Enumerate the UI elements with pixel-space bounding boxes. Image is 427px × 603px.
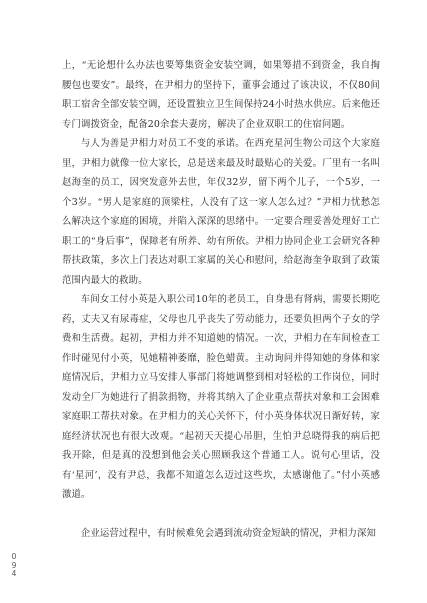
body-text xyxy=(62,56,380,543)
paragraph-continuation: 上，“无论想什么办法也要筹集资金安装空调，如果筹措不到资金，我自掏腰包也要安”。最终，在尹相力的坚持下，董事会通过了该决议，不仅80间职工宿舍全部安装空调，还设置独立卫生间保持24小时热水供应。后来他还专门调拨资金，配备20余套夫妻房，解决了企业双职工的住宿问题。 xyxy=(62,60,380,130)
paragraph-capital: 企业运营过程中，有时候难免会遇到流动资金短缺的情况，尹相力深知 xyxy=(80,527,377,539)
page-number: 0 9 4 xyxy=(11,552,17,578)
paragraph-fu-xiaoying: 车间女工付小英是入职公司10年的老员工，自身患有肾病，需要长期吃药，丈夫又有尿毒症，父母也几乎丧失了劳动能力，还要负担两个子女的学费和生活费。起初，尹相力并不知道她的情况。一次，尹相力在车间检查工作时碰见付小英，见她精神萎靡，脸色蜡黄。主动询问并得知她的身体和家庭情况后，尹相力立马安排人事部门将她调整到相对轻松的工作岗位，同时发动全厂为她进行了捐款捐物，并将其纳入了企业重点帮扶对象和工会困难家庭职工帮扶对象。在尹相力的关心关怀下，付小英身体状况日渐好转，家庭经济状况也有很大改观。“起初天天提心吊胆，生怕尹总晓得我的病后把我开除，但是真的没想到他会关心照顾我这个普通工人。说句心里话，没有‘星河’，没有尹总，我都不知道怎么迈过这些坎，太感谢他了。”付小英感激道。 xyxy=(62,294,380,500)
paragraph-staff-care: 与人为善是尹相力对员工不变的承诺。在西充星河生物公司这个大家庭里，尹相力就像一位大家长，总是送来最及时最贴心的关爱。厂里有一名叫赵海奎的员工，因突发意外去世，年仅32岁，留下两个儿子，一个5岁，一个3岁。“男人是家庭的顶梁柱，人没有了这一家人怎么过？”尹相力忧愁怎么解决这个家庭的困境，并陷入深深的思绪中。一定要合理妥善处理好工亡职工的“身后事”，保障老有所养、幼有所依。尹相力协同企业工会研究各种帮扶政策，多次上门表达对职工家属的关心和慰问，给赵海奎争取到了政策范围内最大的救助。 xyxy=(62,138,380,286)
